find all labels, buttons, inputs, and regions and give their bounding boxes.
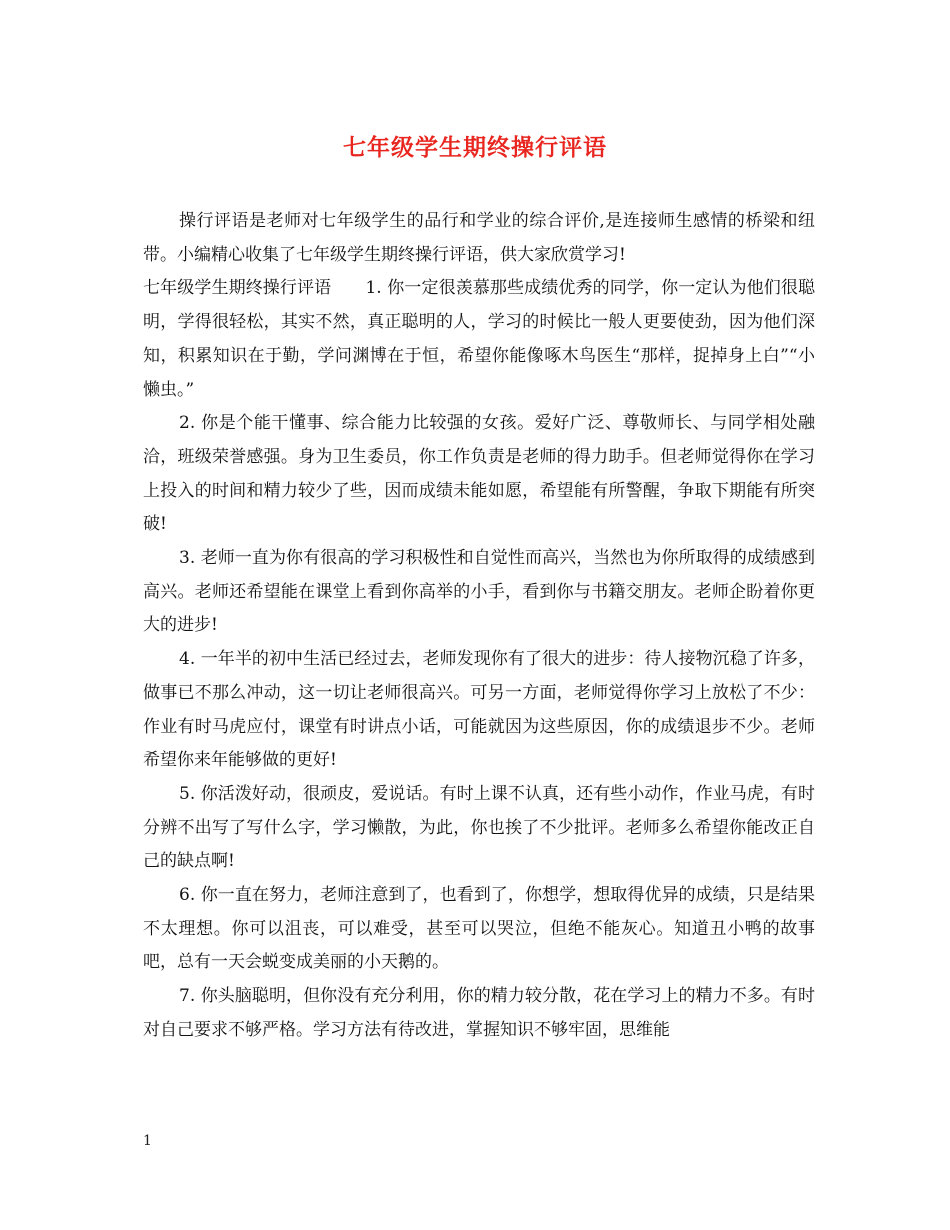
document-body <box>143 205 815 1048</box>
comment-paragraph-1: 七年级学生期终操行评语 1. 你一定很羡慕那些成绩优秀的同学，你一定认为他们很聪明，学得很轻松，其实不然，真正聪明的人，学习的时候比一般人更要使劲，因为他们深知，积累知识在于勤，学问渊博在于恒，希望你能像啄木鸟医生“那样，捉掉身上白”“小懒虫。” <box>143 278 815 400</box>
document-title: 七年级学生期终操行评语 <box>343 134 607 161</box>
comment-paragraph-2: 2. 你是个能干懂事、综合能力比较强的女孩。爱好广泛、尊敬师长、与同学相处融洽，班级荣誉感强。身为卫生委员，你工作负责是老师的得力助手。但老师觉得你在学习上投入的时间和精力较少了些，因而成绩未能如愿，希望能有所警醒，争取下期能有所突破! <box>143 413 815 535</box>
page-number: 1 <box>143 1133 152 1149</box>
comment-paragraph-5: 5. 你活泼好动，很顽皮，爱说话。有时上课不认真，还有些小动作，作业马虎，有时分辨不出写了写什么字，学习懒散，为此，你也挨了不少批评。老师多么希望你能改正自己的缺点啊! <box>143 783 815 872</box>
comment-paragraph-4: 4. 一年半的初中生活已经过去，老师发现你有了很大的进步：待人接物沉稳了许多，做事已不那么冲动，这一切让老师很高兴。可另一方面，老师觉得你学习上放松了不少：作业有时马虎应付，课堂有时讲点小话，可能就因为这些原因，你的成绩退步不少。老师希望你来年能够做的更好! <box>143 649 815 771</box>
comment-paragraph-6: 6. 你一直在努力，老师注意到了，也看到了，你想学，想取得优异的成绩，只是结果不太理想。你可以沮丧，可以难受，甚至可以哭泣，但绝不能灰心。知道丑小鸭的故事吧，总有一天会蜕变成美丽的小天鹅的。 <box>143 885 815 973</box>
comment-paragraph-3: 3. 老师一直为你有很高的学习积极性和自觉性而高兴，当然也为你所取得的成绩感到高兴。老师还希望能在课堂上看到你高举的小手，看到你与书籍交朋友。老师企盼着你更大的进步! <box>143 548 815 636</box>
intro-paragraph: 操行评语是老师对七年级学生的品行和学业的综合评价,是连接师生感情的桥梁和纽带。小编精心收集了七年级学生期终操行评语，供大家欣赏学习! <box>143 211 815 265</box>
comment-paragraph-7: 7. 你头脑聪明，但你没有充分利用，你的精力较分散，花在学习上的精力不多。有时对自己要求不够严格。学习方法有待改进，掌握知识不够牢固，思维能 <box>143 986 815 1040</box>
